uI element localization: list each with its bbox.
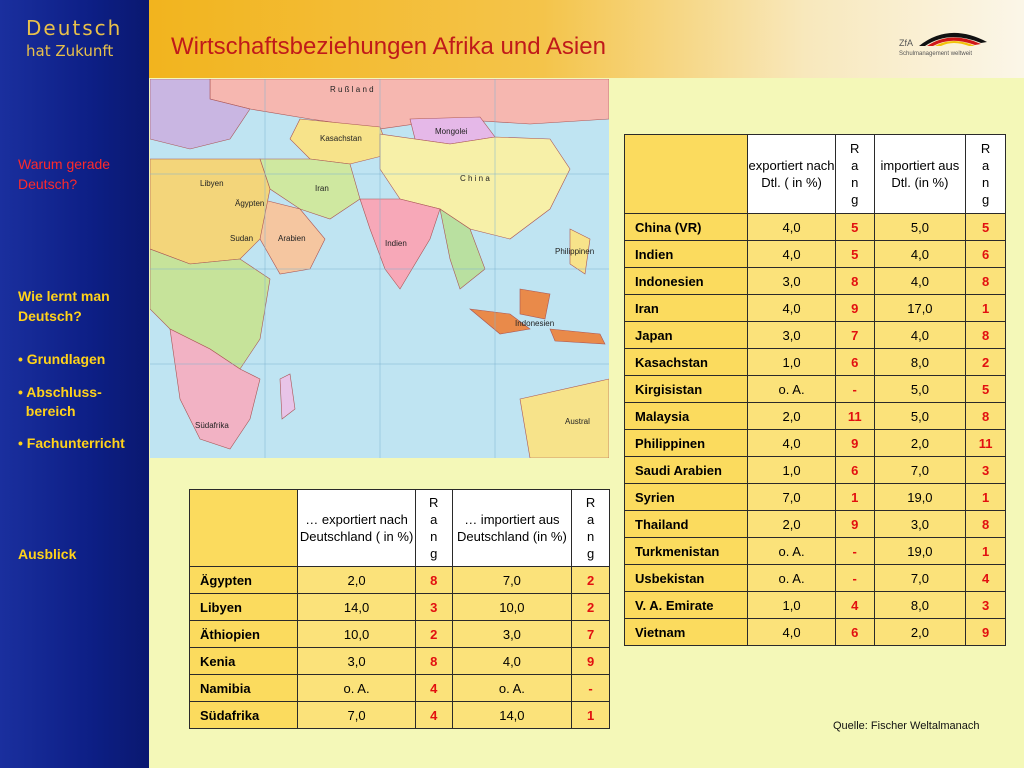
rank-export-cell: 9: [835, 430, 874, 457]
table-row: [190, 621, 610, 648]
import-cell: 7,0: [874, 457, 966, 484]
rank-import-cell: 2: [572, 594, 610, 621]
export-cell: 4,0: [748, 241, 836, 268]
rank-import-cell: -: [572, 675, 610, 702]
header-export: exportiert nach Dtl. ( in %): [748, 135, 836, 214]
map-label-austral: Austral: [565, 417, 590, 426]
header-rank-import: R a n g: [572, 490, 610, 567]
rank-export-cell: 8: [415, 567, 452, 594]
export-cell: 1,0: [748, 592, 836, 619]
zfa-logo-subtitle: Schulmanagement weltweit: [899, 51, 973, 57]
table-header-row: [190, 490, 610, 567]
country-cell: Südafrika: [190, 702, 298, 729]
rank-export-cell: 8: [415, 648, 452, 675]
import-cell: 4,0: [874, 322, 966, 349]
rank-import-cell: 9: [966, 619, 1006, 646]
rank-export-cell: -: [835, 565, 874, 592]
export-cell: 1,0: [748, 349, 836, 376]
import-cell: 19,0: [874, 538, 966, 565]
table-row: [625, 511, 1006, 538]
country-cell: Indonesien: [625, 268, 748, 295]
rank-export-cell: 9: [835, 295, 874, 322]
map-label-arabien: Arabien: [278, 234, 306, 243]
map-label-aegypten: Ägypten: [235, 199, 265, 208]
import-cell: 4,0: [874, 241, 966, 268]
country-cell: Vietnam: [625, 619, 748, 646]
header-import: importiert aus Dtl. (in %): [874, 135, 966, 214]
export-cell: 2,0: [298, 567, 416, 594]
import-cell: 10,0: [452, 594, 572, 621]
rank-import-cell: 1: [572, 702, 610, 729]
import-cell: 4,0: [452, 648, 572, 675]
map-label-iran: Iran: [315, 184, 329, 193]
export-cell: 10,0: [298, 621, 416, 648]
country-cell: Kasachstan: [625, 349, 748, 376]
rank-import-cell: 8: [966, 322, 1006, 349]
rank-export-cell: 6: [835, 457, 874, 484]
rank-export-cell: -: [835, 376, 874, 403]
rank-import-cell: 4: [966, 565, 1006, 592]
table-row: [625, 538, 1006, 565]
rank-import-cell: 9: [572, 648, 610, 675]
zfa-logo: [899, 28, 989, 60]
sidebar: [0, 0, 149, 768]
country-cell: Turkmenistan: [625, 538, 748, 565]
rank-import-cell: 8: [966, 268, 1006, 295]
nav-link-warum-gerade-deutsch[interactable]: Warum gerade Deutsch?: [18, 156, 111, 192]
table-row: [625, 484, 1006, 511]
country-cell: Syrien: [625, 484, 748, 511]
country-cell: Ägypten: [190, 567, 298, 594]
export-cell: 3,0: [298, 648, 416, 675]
import-cell: 14,0: [452, 702, 572, 729]
map-label-sudan: Sudan: [230, 234, 254, 243]
map-label-suedafrika: Südafrika: [195, 421, 229, 430]
rank-export-cell: 4: [415, 675, 452, 702]
nav-link-wie-lernt-man-deutsch[interactable]: Wie lernt man Deutsch?: [18, 288, 110, 324]
map-label-indonesien: Indonesien: [515, 319, 555, 328]
table-row: [625, 268, 1006, 295]
country-cell: Iran: [625, 295, 748, 322]
rank-import-cell: 7: [572, 621, 610, 648]
brand-line1: Deutsch: [26, 16, 123, 40]
table-row: [625, 619, 1006, 646]
country-cell: Philippinen: [625, 430, 748, 457]
export-cell: 4,0: [748, 295, 836, 322]
rank-import-cell: 1: [966, 538, 1006, 565]
import-cell: 7,0: [452, 567, 572, 594]
rank-export-cell: 3: [415, 594, 452, 621]
table-row: [625, 214, 1006, 241]
header-rank-export: R a n g: [835, 135, 874, 214]
table-row: [625, 403, 1006, 430]
map-label-kasachstan: Kasachstan: [320, 134, 362, 143]
export-cell: 1,0: [748, 457, 836, 484]
import-cell: 3,0: [874, 511, 966, 538]
rank-export-cell: 6: [835, 619, 874, 646]
nav-link-grundlagen[interactable]: • Grundlagen: [18, 351, 106, 367]
table-row: [625, 457, 1006, 484]
header: [149, 0, 1024, 78]
table-row: [190, 675, 610, 702]
rank-import-cell: 3: [966, 592, 1006, 619]
import-cell: 5,0: [874, 403, 966, 430]
import-cell: 17,0: [874, 295, 966, 322]
map-label-china: C h i n a: [460, 174, 490, 183]
rank-export-cell: 5: [835, 214, 874, 241]
rank-import-cell: 2: [572, 567, 610, 594]
rank-import-cell: 8: [966, 403, 1006, 430]
import-cell: 7,0: [874, 565, 966, 592]
header-cell-blank: [625, 135, 748, 214]
map-graphic: [150, 79, 609, 458]
export-cell: 4,0: [748, 430, 836, 457]
rank-export-cell: 8: [835, 268, 874, 295]
table-row: [625, 322, 1006, 349]
rank-export-cell: 4: [415, 702, 452, 729]
country-cell: V. A. Emirate: [625, 592, 748, 619]
table-row: [190, 594, 610, 621]
table-row: [625, 565, 1006, 592]
table-row: [625, 430, 1006, 457]
world-map-africa-asia: [150, 79, 609, 458]
map-label-russland: R u ß l a n d: [330, 85, 374, 94]
nav-link-fachunterricht[interactable]: • Fachunterricht: [18, 435, 125, 451]
source-note: Quelle: Fischer Weltalmanach: [833, 720, 980, 732]
table-row: [190, 648, 610, 675]
rank-import-cell: 5: [966, 214, 1006, 241]
country-cell: Libyen: [190, 594, 298, 621]
table-row: [625, 349, 1006, 376]
rank-import-cell: 1: [966, 484, 1006, 511]
rank-export-cell: 4: [835, 592, 874, 619]
rank-import-cell: 2: [966, 349, 1006, 376]
export-cell: o. A.: [298, 675, 416, 702]
map-label-indien: Indien: [385, 239, 407, 248]
table-row: [625, 241, 1006, 268]
rank-export-cell: 6: [835, 349, 874, 376]
country-cell: Kirgisistan: [625, 376, 748, 403]
import-cell: 19,0: [874, 484, 966, 511]
country-cell: Indien: [625, 241, 748, 268]
import-cell: 4,0: [874, 268, 966, 295]
rank-export-cell: 9: [835, 511, 874, 538]
export-cell: 7,0: [748, 484, 836, 511]
import-cell: 2,0: [874, 430, 966, 457]
export-cell: 3,0: [748, 268, 836, 295]
import-cell: 5,0: [874, 214, 966, 241]
brand-logo: [0, 0, 149, 78]
table-row: [190, 702, 610, 729]
zfa-logo-text: ZfA: [899, 38, 914, 48]
export-cell: 2,0: [748, 403, 836, 430]
import-cell: 2,0: [874, 619, 966, 646]
africa-trade-table: [189, 489, 610, 729]
country-cell: Japan: [625, 322, 748, 349]
export-cell: o. A.: [748, 565, 836, 592]
country-cell: Thailand: [625, 511, 748, 538]
country-cell: Kenia: [190, 648, 298, 675]
export-cell: o. A.: [748, 538, 836, 565]
table-header-row: [625, 135, 1006, 214]
export-cell: 4,0: [748, 214, 836, 241]
country-cell: Äthiopien: [190, 621, 298, 648]
table-row: [625, 295, 1006, 322]
rank-export-cell: 2: [415, 621, 452, 648]
country-cell: Saudi Arabien: [625, 457, 748, 484]
nav-link-abschlussbereich[interactable]: • Abschluss- bereich: [18, 384, 102, 419]
import-cell: 8,0: [874, 349, 966, 376]
export-cell: 7,0: [298, 702, 416, 729]
rank-export-cell: 7: [835, 322, 874, 349]
header-rank-import: R a n g: [966, 135, 1006, 214]
table-row: [625, 376, 1006, 403]
brand-line2: hat Zukunft: [26, 42, 114, 60]
rank-export-cell: -: [835, 538, 874, 565]
export-cell: 2,0: [748, 511, 836, 538]
rank-import-cell: 8: [966, 511, 1006, 538]
rank-import-cell: 3: [966, 457, 1006, 484]
rank-export-cell: 5: [835, 241, 874, 268]
rank-import-cell: 11: [966, 430, 1006, 457]
map-label-mongolei: Mongolei: [435, 127, 468, 136]
country-cell: Namibia: [190, 675, 298, 702]
import-cell: o. A.: [452, 675, 572, 702]
export-cell: 14,0: [298, 594, 416, 621]
table-row: [190, 567, 610, 594]
header-cell-blank: [190, 490, 298, 567]
import-cell: 5,0: [874, 376, 966, 403]
map-label-libyen: Libyen: [200, 179, 224, 188]
rank-import-cell: 1: [966, 295, 1006, 322]
import-cell: 3,0: [452, 621, 572, 648]
page-title: Wirtschaftsbeziehungen Afrika und Asien: [171, 33, 606, 60]
table-row: [625, 592, 1006, 619]
country-cell: Malaysia: [625, 403, 748, 430]
rank-import-cell: 5: [966, 376, 1006, 403]
country-cell: Usbekistan: [625, 565, 748, 592]
asia-trade-table: [624, 134, 1006, 646]
header-import: … importiert aus Deutschland (in %): [452, 490, 572, 567]
rank-import-cell: 6: [966, 241, 1006, 268]
export-cell: 3,0: [748, 322, 836, 349]
rank-export-cell: 1: [835, 484, 874, 511]
map-label-philippinen: Philippinen: [555, 247, 595, 256]
export-cell: o. A.: [748, 376, 836, 403]
country-cell: China (VR): [625, 214, 748, 241]
nav-link-ausblick[interactable]: Ausblick: [18, 546, 77, 562]
header-rank-export: R a n g: [415, 490, 452, 567]
rank-export-cell: 11: [835, 403, 874, 430]
import-cell: 8,0: [874, 592, 966, 619]
export-cell: 4,0: [748, 619, 836, 646]
header-export: … exportiert nach Deutschland ( in %): [298, 490, 416, 567]
